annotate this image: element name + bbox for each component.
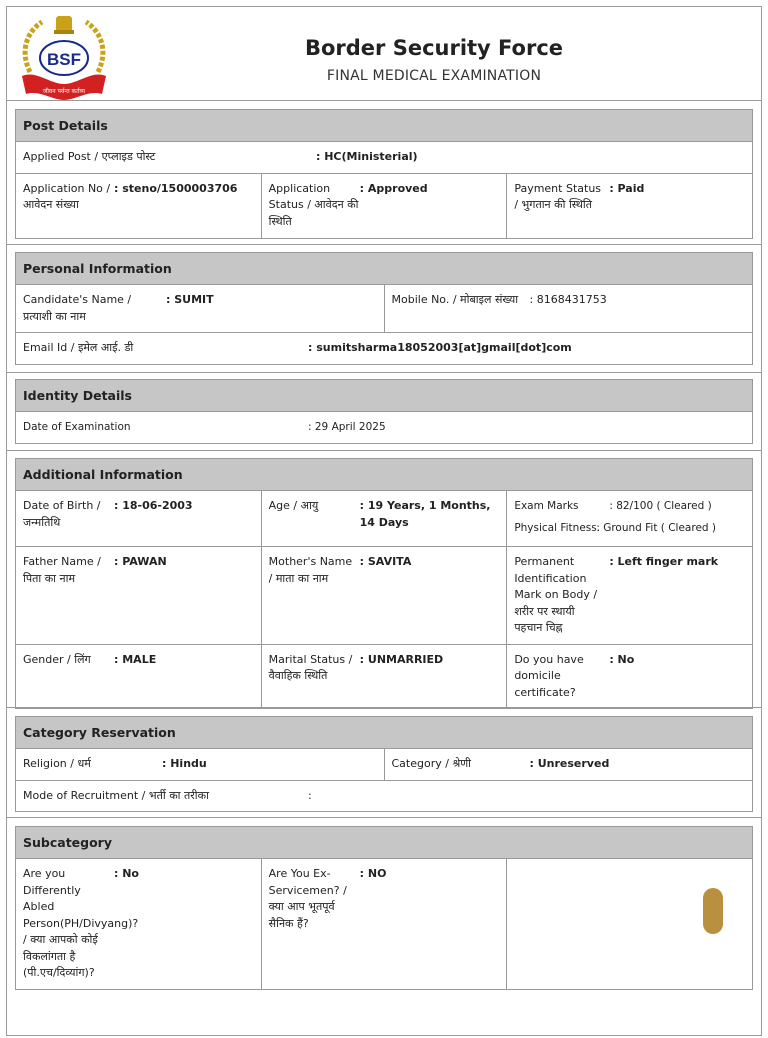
gender-value: : MALE <box>114 652 157 666</box>
exam-marks-label: Exam Marks <box>514 500 579 512</box>
religion-label: Religion / धर्म <box>23 757 91 770</box>
section-identity-details <box>6 373 762 451</box>
ex-servicemen-value: : NO <box>359 867 387 880</box>
exam-date-label: Date of Examination <box>23 421 131 433</box>
identification-mark-value: : Left finger mark <box>609 555 719 568</box>
empty-cell <box>507 859 752 873</box>
section-subcategory <box>6 818 762 1038</box>
section-personal-information <box>6 245 762 373</box>
section-post-details <box>6 101 762 245</box>
category-value: : Unreserved <box>529 757 610 770</box>
mobile-no-label: Mobile No. / मोबाइल संख्या <box>391 293 519 306</box>
section-additional-information <box>6 451 762 708</box>
recruitment-mode-label: Mode of Recruitment / भर्ती का तरीका <box>23 788 209 802</box>
father-name-value: : PAWAN <box>114 555 167 568</box>
category-label: Category / श्रेणी <box>391 757 472 770</box>
email-value: : sumitsharma18052003[at]gmail[dot]com <box>308 341 572 354</box>
scrollbar-thumb[interactable] <box>703 888 723 934</box>
physical-fitness-label: Physical Fitness. <box>514 522 601 534</box>
gender-label: Gender / लिंग <box>23 652 91 666</box>
logo-text: BSF <box>47 50 81 69</box>
section-heading: Identity Details <box>15 379 753 412</box>
section-heading: Personal Information <box>15 252 753 285</box>
age-label: Age / आयु <box>268 499 319 512</box>
mobile-no-value: : 8168431753 <box>529 293 607 306</box>
page-title: Border Security Force <box>304 36 564 60</box>
marital-status-label: Marital Status / वैवाहिक स्थिति <box>268 652 353 682</box>
identification-mark-label: Permanent Identification Mark on Body / शरीर पर स्थायी पहचान चिह्न <box>514 555 598 634</box>
mother-name-value: : SAVITA <box>359 555 412 568</box>
email-label: Email Id / इमेल आई. डी <box>23 341 134 354</box>
religion-value: : Hindu <box>162 757 207 770</box>
divyang-label: Are you Differently Abled Person(PH/Divyang)? / क्या आपको कोई विकलांगता है (पी.एच/दिव्यांग)? <box>23 867 139 979</box>
dob-label: Date of Birth / जन्मतिथि <box>23 499 101 529</box>
application-status-label: Application Status / आवेदन की स्थिति <box>268 181 359 228</box>
exam-date-value: : 29 April 2025 <box>308 421 386 433</box>
ex-servicemen-label: Are You Ex-Servicemen? / क्या आप भूतपूर्व सैनिक हैं? <box>268 867 347 930</box>
application-no-value: : steno/1500003706 <box>114 181 238 195</box>
candidate-name-label: Candidate's Name / प्रत्याशी का नाम <box>23 293 132 323</box>
section-heading: Category Reservation <box>15 716 753 749</box>
exam-marks-value: : 82/100 ( Cleared ) <box>609 500 712 512</box>
payment-status-value: : Paid <box>609 181 645 195</box>
section-category-reservation <box>6 708 762 818</box>
marital-status-value: : UNMARRIED <box>359 652 444 666</box>
section-heading: Subcategory <box>15 826 753 859</box>
logo-motto: जीवन पर्यन्त कर्तव्य <box>42 88 86 95</box>
recruitment-mode-value: : <box>308 788 312 802</box>
candidate-name-value: : SUMIT <box>166 293 214 306</box>
father-name-label: Father Name / पिता का नाम <box>23 555 101 585</box>
divyang-value: : No <box>114 867 139 880</box>
domicile-label: Do you have domicile certificate? <box>514 652 584 699</box>
domicile-value: : No <box>609 652 635 666</box>
application-no-label: Application No / आवेदन संख्या <box>23 181 111 211</box>
section-heading: Additional Information <box>15 458 753 491</box>
applied-post-label: Applied Post / एप्लाइड पोस्ट <box>23 150 156 163</box>
application-status-value: : Approved <box>359 181 428 195</box>
payment-status-label: Payment Status / भुगतान की स्थिति <box>514 181 602 211</box>
dob-value: : 18-06-2003 <box>114 499 193 512</box>
mother-name-label: Mother's Name / माता का नाम <box>268 555 353 585</box>
section-heading: Post Details <box>15 109 753 142</box>
page-subtitle: FINAL MEDICAL EXAMINATION <box>326 68 542 84</box>
applied-post-value: : HC(Ministerial) <box>316 150 418 163</box>
physical-fitness-value: : Ground Fit ( Cleared ) <box>596 522 717 534</box>
age-value: : 19 Years, 1 Months, 14 Days <box>359 499 491 529</box>
document-header <box>6 6 762 101</box>
